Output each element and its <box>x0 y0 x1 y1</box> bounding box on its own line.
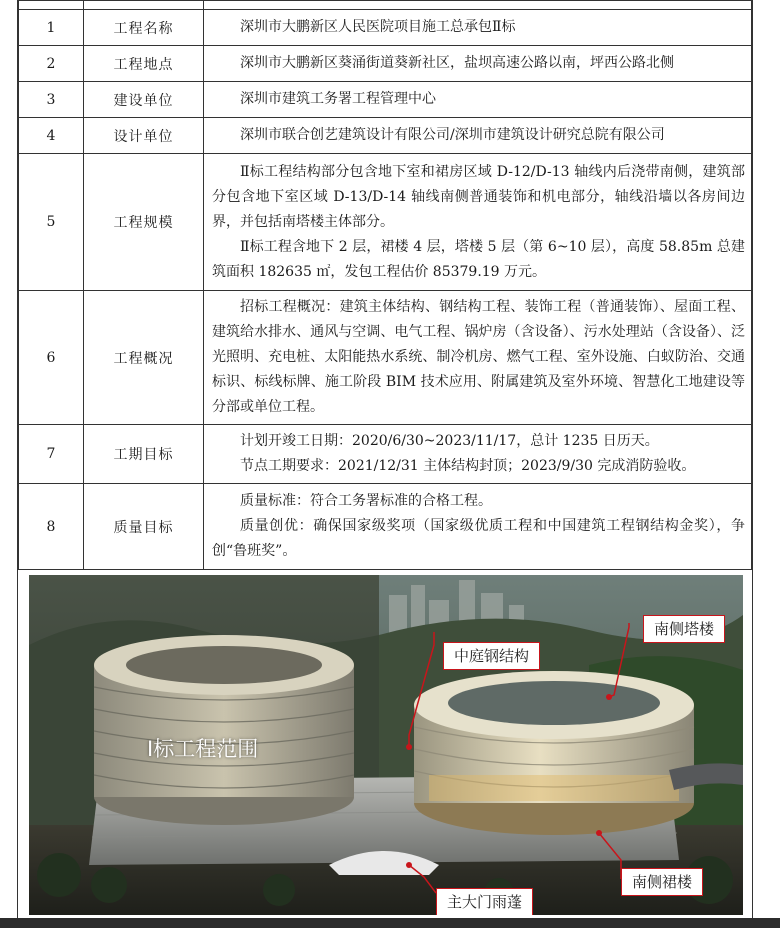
row-number: 4 <box>19 118 84 154</box>
row-label: 设计单位 <box>84 118 204 154</box>
table-row <box>19 154 752 291</box>
content-line: 节点工期要求：2021/12/31 主体结构封顶；2023/9/30 完成消防验收。 <box>240 458 696 474</box>
table-row <box>19 10 752 46</box>
callout-south-podium: 南侧裙楼 <box>621 868 703 896</box>
table-row <box>19 484 752 570</box>
project-info-table <box>18 0 752 570</box>
content-line: Ⅱ标工程结构部分包含地下室和裙房区域 D-12/D-13 轴线内后浇带南侧，建筑部分包含地下室区域 D-13/D-14 轴线南侧普通装饰和机电部分，轴线沿墙以各房间边界，并包括南塔楼主体部分。 <box>212 163 745 230</box>
row-number: 1 <box>19 10 84 46</box>
content-line: 深圳市联合创艺建筑设计有限公司/深圳市建筑设计研究总院有限公司 <box>240 127 665 143</box>
row-content <box>204 118 752 154</box>
row-content <box>204 10 752 46</box>
row-content <box>204 46 752 82</box>
content-line: 质量创优：确保国家级奖项（国家级优质工程和中国建筑工程钢结构金奖），争创“鲁班奖”。 <box>212 518 745 559</box>
callout-main-canopy: 主大门雨蓬 <box>436 888 533 915</box>
bottom-bar <box>0 918 780 928</box>
row-content <box>204 291 752 425</box>
row-label: 工程地点 <box>84 46 204 82</box>
row-label: 建设单位 <box>84 82 204 118</box>
document-page <box>17 0 753 918</box>
row-number: 5 <box>19 154 84 291</box>
row-label: 工期目标 <box>84 425 204 484</box>
row-number: 7 <box>19 425 84 484</box>
content-line: 质量标准：符合工务署标准的合格工程。 <box>240 493 492 509</box>
row-number: 8 <box>19 484 84 570</box>
row-label: 工程名称 <box>84 10 204 46</box>
content-line: 深圳市大鹏新区人民医院项目施工总承包Ⅱ标 <box>240 19 516 35</box>
table-row <box>19 46 752 82</box>
table-row <box>19 82 752 118</box>
callout-south-tower: 南侧塔楼 <box>643 615 725 643</box>
callout-atrium-steel: 中庭钢结构 <box>443 642 540 670</box>
content-line: Ⅱ标工程含地下 2 层，裙楼 4 层，塔楼 5 层（第 6~10 层），高度 58.85m 总建筑面积 182635 ㎡，发包工程估价 85379.19 万元。 <box>212 238 745 280</box>
row-number: 6 <box>19 291 84 425</box>
building-rendering <box>29 575 743 915</box>
table-row <box>19 291 752 425</box>
row-label: 质量目标 <box>84 484 204 570</box>
row-label: 工程概况 <box>84 291 204 425</box>
row-number: 3 <box>19 82 84 118</box>
rendering-illustration <box>29 575 743 915</box>
table-row <box>19 425 752 484</box>
scope-label: Ⅰ标工程范围 <box>147 737 259 761</box>
content-line: 深圳市大鹏新区葵涌街道葵新社区，盐坝高速公路以南，坪西公路北侧 <box>240 55 674 71</box>
row-content <box>204 154 752 291</box>
row-content <box>204 425 752 484</box>
content-line: 深圳市建筑工务署工程管理中心 <box>240 91 436 107</box>
table-row <box>19 118 752 154</box>
content-line: 招标工程概况：建筑主体结构、钢结构工程、装饰工程（普通装饰）、屋面工程、建筑给水排水、通风与空调、电气工程、锅炉房（含设备）、污水处理站（含设备）、泛光照明、充电桩、太阳能热水系统、制冷机房、燃气工程、室外设施、白蚁防治、交通标识、标线标牌、施工阶段 BIM 技术应用、附属建筑及室外环境、智慧化工地建设等分部或单位工程。 <box>212 299 745 415</box>
row-content <box>204 82 752 118</box>
table-row-cutoff <box>19 1 752 10</box>
content-line: 计划开竣工日期：2020/6/30~2023/11/17，总计 1235 日历天。 <box>240 433 659 449</box>
row-label: 工程规模 <box>84 154 204 291</box>
row-content <box>204 484 752 570</box>
row-number: 2 <box>19 46 84 82</box>
